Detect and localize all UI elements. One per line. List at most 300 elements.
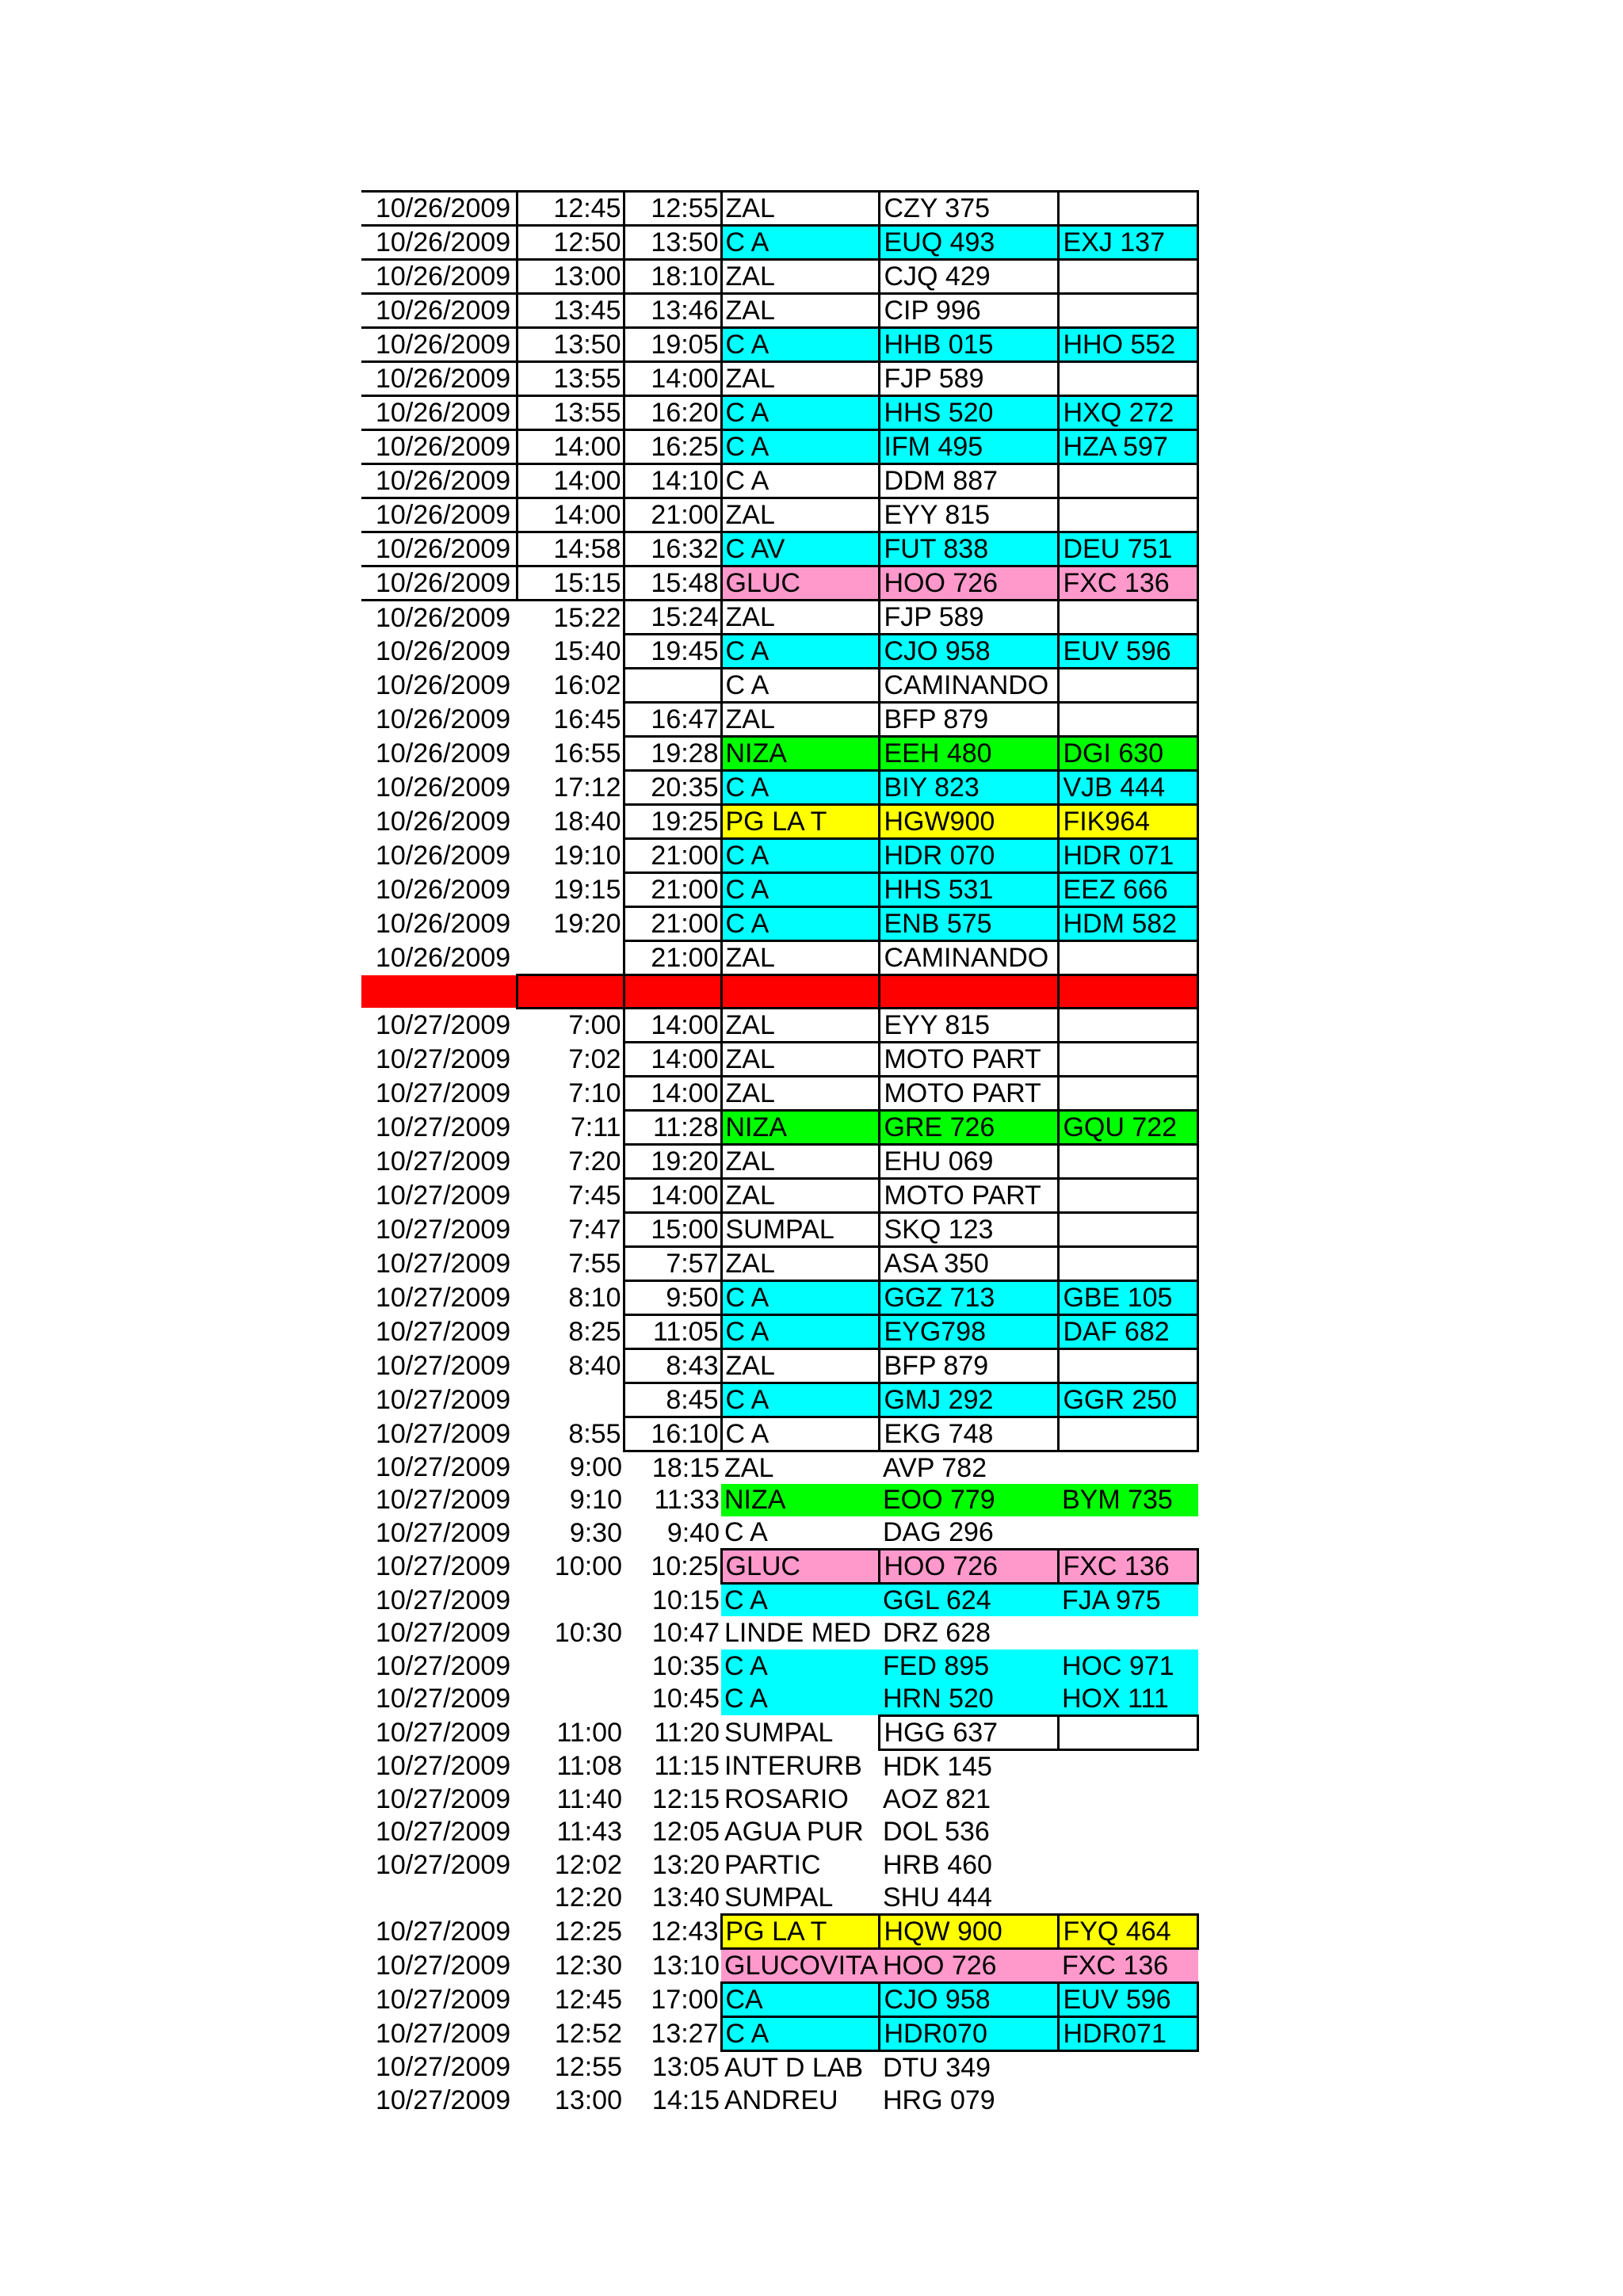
exit-time-cell: 21:00 (624, 873, 721, 907)
entry-time-cell: 8:25 (568, 1316, 621, 1347)
date-cell: 10/26/2009 (361, 260, 517, 294)
plate-cell: CZY 375 (880, 192, 1059, 226)
table-row (361, 260, 1198, 294)
date-cell: 10/27/2009 (376, 1751, 511, 1782)
entry-time-cell: 12:50 (517, 226, 624, 260)
table-row (361, 1749, 1198, 1783)
second-plate-cell: BYM 735 (1059, 1484, 1198, 1517)
second-plate-cell: FJA 975 (1059, 1584, 1198, 1617)
exit-time-cell: 11:28 (624, 1110, 721, 1144)
entry-time-cell: 12:30 (554, 1950, 622, 1981)
plate-cell: GRE 726 (880, 1110, 1059, 1144)
type-cell: C AV (721, 532, 880, 566)
second-plate-cell: HXQ 272 (1059, 396, 1198, 430)
exit-time-cell: 13:05 (651, 2052, 720, 2083)
plate-cell: DDM 887 (880, 464, 1059, 498)
plate-cell: SHU 444 (882, 1882, 992, 1913)
table-row (361, 192, 1198, 226)
exit-time-cell: 9:40 (666, 1518, 720, 1549)
second-plate-cell (1059, 2050, 1198, 2084)
entry-time-cell: 9:10 (569, 1485, 622, 1516)
type-cell: C A (721, 430, 880, 464)
type-cell: ZAL (721, 1178, 880, 1212)
table-row (361, 532, 1198, 566)
entry-time-cell: 16:45 (553, 704, 621, 734)
entry-time-cell: 7:00 (568, 1010, 621, 1041)
table-row (361, 737, 1198, 771)
exit-time-cell: 16:47 (624, 703, 721, 737)
exit-time-cell: 21:00 (624, 907, 721, 941)
table-row (361, 669, 1198, 703)
date-cell: 10/27/2009 (376, 1684, 511, 1714)
entry-time-cell: 8:10 (568, 1282, 621, 1313)
exit-time-cell: 13:20 (651, 1849, 720, 1880)
entry-time-cell: 10:30 (554, 1618, 622, 1649)
table-row (361, 1280, 1198, 1314)
entry-time-cell: 11:43 (556, 1817, 622, 1848)
table-row (361, 975, 1198, 1009)
type-cell: NIZA (721, 1110, 880, 1144)
date-cell: 10/26/2009 (361, 498, 517, 532)
vehicle-log-body (361, 192, 1198, 2117)
entry-time-cell (517, 1584, 624, 1617)
second-plate-cell: HDR071 (1059, 2016, 1198, 2050)
date-cell: 10/27/2009 (376, 1485, 511, 1516)
date-cell: 10/27/2009 (376, 1282, 511, 1313)
date-cell: 10/26/2009 (361, 430, 517, 464)
plate-cell: MOTO PART (880, 1178, 1059, 1212)
second-plate-cell (1059, 703, 1198, 737)
second-plate-cell (1059, 1348, 1198, 1383)
type-cell: ANDREU (724, 2084, 838, 2115)
table-row (361, 1584, 1198, 1617)
exit-time-cell: 13:46 (624, 294, 721, 328)
type-cell: C A (721, 635, 880, 669)
exit-time-cell: 13:50 (624, 226, 721, 260)
plate-cell: HOO 726 (880, 1948, 1059, 1982)
type-cell: C A (721, 771, 880, 805)
type-cell: ROSARIO (724, 1783, 849, 1814)
type-cell: C A (721, 1314, 880, 1348)
entry-time-cell: 15:22 (553, 602, 621, 633)
second-plate-cell: GGR 250 (1059, 1383, 1198, 1417)
exit-time-cell: 15:24 (624, 601, 721, 635)
table-row (361, 1178, 1198, 1212)
plate-cell: CJO 958 (880, 635, 1059, 669)
table-row (361, 1948, 1198, 1982)
date-cell: 10/26/2009 (361, 464, 517, 498)
table-row (361, 1246, 1198, 1280)
exit-time-cell: 12:43 (651, 1916, 719, 1947)
table-row (361, 2084, 1198, 2117)
date-cell: 10/27/2009 (376, 1916, 511, 1947)
date-cell: 10/26/2009 (361, 226, 517, 260)
entry-time-cell: 17:12 (553, 772, 621, 803)
table-row (361, 1144, 1198, 1178)
date-cell: 10/26/2009 (376, 670, 511, 700)
second-plate-cell (1059, 362, 1198, 396)
table-row (361, 1683, 1198, 1716)
type-cell: ZAL (721, 941, 880, 975)
entry-time-cell: 19:20 (553, 909, 621, 939)
plate-cell: ASA 350 (880, 1246, 1059, 1280)
entry-time-cell: 13:00 (517, 260, 624, 294)
plate-cell: HQW 900 (880, 1914, 1059, 1948)
date-cell: 10/27/2009 (376, 1518, 511, 1549)
type-cell: C A (724, 1517, 768, 1548)
exit-time-cell: 10:35 (651, 1650, 720, 1681)
second-plate-cell: EUV 596 (1059, 635, 1198, 669)
entry-time-cell: 7:02 (568, 1043, 621, 1074)
entry-time-cell: 13:55 (517, 396, 624, 430)
date-cell: 10/27/2009 (376, 1783, 511, 1814)
plate-cell: EOO 779 (880, 1484, 1059, 1517)
plate-cell: FJP 589 (880, 362, 1059, 396)
type-cell: ZAL (721, 1042, 880, 1076)
plate-cell: EYG798 (880, 1314, 1059, 1348)
exit-time-cell: 15:48 (624, 566, 721, 601)
date-cell: 10/27/2009 (376, 1214, 511, 1245)
second-plate-cell (1059, 1749, 1198, 1783)
entry-time-cell: 16:55 (553, 738, 621, 769)
entry-time-cell: 8:55 (568, 1418, 621, 1449)
exit-time-cell: 14:10 (624, 464, 721, 498)
type-cell: PG LA T (721, 805, 880, 839)
second-plate-cell: DGI 630 (1059, 737, 1198, 771)
type-cell: SUMPAL (724, 1717, 834, 1748)
second-plate-cell (1059, 294, 1198, 328)
date-cell: 10/26/2009 (376, 943, 511, 973)
entry-time-cell (517, 1650, 624, 1683)
table-row (361, 1110, 1198, 1144)
exit-time-cell: 14:00 (624, 1178, 721, 1212)
table-row (361, 601, 1198, 635)
date-cell: 10/26/2009 (376, 841, 511, 871)
table-row (361, 1484, 1198, 1517)
type-cell: AGUA PUR (724, 1817, 864, 1848)
exit-time-cell: 16:10 (624, 1417, 721, 1451)
type-cell: NIZA (721, 1484, 880, 1517)
exit-time-cell: 18:10 (624, 260, 721, 294)
exit-time-cell: 11:20 (654, 1717, 720, 1748)
exit-time-cell: 14:15 (651, 2084, 720, 2115)
type-cell (721, 975, 880, 1009)
date-cell: 10/27/2009 (376, 1043, 511, 1074)
exit-time-cell: 14:00 (624, 1008, 721, 1042)
plate-cell: DTU 349 (882, 2052, 991, 2083)
plate-cell: CJO 958 (880, 1982, 1059, 2016)
type-cell: C A (721, 907, 880, 941)
type-cell: PG LA T (721, 1914, 880, 1948)
table-row (361, 703, 1198, 737)
exit-time-cell: 21:00 (624, 941, 721, 975)
second-plate-cell (1059, 1178, 1198, 1212)
date-cell: 10/27/2009 (376, 1077, 511, 1108)
second-plate-cell (1059, 1516, 1198, 1550)
entry-time-cell: 13:00 (554, 2084, 622, 2115)
second-plate-cell: HOX 111 (1059, 1683, 1198, 1716)
table-row (361, 1076, 1198, 1110)
table-row (361, 635, 1198, 669)
plate-cell: HRN 520 (880, 1683, 1059, 1716)
entry-time-cell: 18:40 (553, 807, 621, 837)
table-row (361, 396, 1198, 430)
entry-time-cell: 11:00 (556, 1717, 622, 1748)
exit-time-cell: 10:45 (651, 1684, 720, 1714)
date-cell: 10/27/2009 (376, 1180, 511, 1211)
table-row (361, 1783, 1198, 1816)
table-row (361, 1451, 1198, 1484)
plate-cell: DAG 296 (882, 1517, 994, 1548)
entry-time-cell: 11:08 (556, 1751, 622, 1782)
exit-time-cell: 16:20 (624, 396, 721, 430)
date-cell: 10/26/2009 (376, 602, 511, 633)
exit-time-cell: 19:25 (624, 805, 721, 839)
plate-cell: FUT 838 (880, 532, 1059, 566)
second-plate-cell (1059, 260, 1198, 294)
plate-cell: CAMINANDO (880, 669, 1059, 703)
second-plate-cell (1059, 2084, 1198, 2117)
entry-time-cell: 12:20 (554, 1882, 622, 1913)
type-cell: ZAL (721, 1348, 880, 1383)
exit-time-cell: 14:00 (624, 362, 721, 396)
date-cell: 10/26/2009 (361, 294, 517, 328)
second-plate-cell (1059, 464, 1198, 498)
entry-time-cell: 8:40 (568, 1350, 621, 1381)
type-cell: ZAL (721, 192, 880, 226)
entry-time-cell: 19:10 (553, 841, 621, 871)
entry-time-cell: 12:55 (554, 2052, 622, 2083)
second-plate-cell (1059, 1616, 1198, 1650)
plate-cell: HDR070 (880, 2016, 1059, 2050)
exit-time-cell (624, 669, 721, 703)
table-row (361, 771, 1198, 805)
entry-time-cell: 14:00 (517, 430, 624, 464)
table-row (361, 430, 1198, 464)
second-plate-cell (1059, 1008, 1198, 1042)
type-cell: GLUC (721, 566, 880, 601)
second-plate-cell: HHO 552 (1059, 328, 1198, 362)
plate-cell: HOO 726 (880, 566, 1059, 601)
plate-cell: MOTO PART (880, 1076, 1059, 1110)
date-cell: 10/27/2009 (376, 1316, 511, 1347)
type-cell: ZAL (721, 601, 880, 635)
type-cell: C A (721, 2016, 880, 2050)
type-cell: C A (721, 669, 880, 703)
second-plate-cell (1059, 1246, 1198, 1280)
table-row (361, 839, 1198, 873)
date-cell: 10/26/2009 (376, 738, 511, 769)
plate-cell: HHS 520 (880, 396, 1059, 430)
type-cell: C A (721, 1683, 880, 1716)
type-cell: ZAL (721, 1008, 880, 1042)
exit-time-cell: 7:57 (624, 1246, 721, 1280)
date-cell: 10/27/2009 (376, 1849, 511, 1880)
entry-time-cell: 15:40 (553, 636, 621, 666)
plate-cell: HDR 070 (880, 839, 1059, 873)
date-cell: 10/26/2009 (361, 532, 517, 566)
second-plate-cell: EEZ 666 (1059, 873, 1198, 907)
entry-time-cell: 12:45 (517, 192, 624, 226)
entry-time-cell (517, 1383, 624, 1417)
second-plate-cell (1059, 1417, 1198, 1451)
plate-cell: CIP 996 (880, 294, 1059, 328)
type-cell: CA (721, 1982, 880, 2016)
second-plate-cell: GQU 722 (1059, 1110, 1198, 1144)
exit-time-cell: 8:43 (624, 1348, 721, 1383)
table-row (361, 1815, 1198, 1848)
second-plate-cell: FXC 136 (1059, 1948, 1198, 1982)
date-cell: 10/27/2009 (376, 1585, 511, 1615)
plate-cell: BFP 879 (880, 1348, 1059, 1383)
entry-time-cell: 15:15 (517, 566, 624, 601)
date-cell: 10/27/2009 (376, 1650, 511, 1681)
exit-time-cell: 10:47 (651, 1618, 720, 1649)
entry-time-cell: 12:02 (554, 1849, 622, 1880)
entry-time-cell: 9:00 (569, 1451, 622, 1482)
type-cell: C A (721, 464, 880, 498)
table-row (361, 1212, 1198, 1246)
date-cell: 10/26/2009 (376, 772, 511, 803)
type-cell: C A (721, 1650, 880, 1683)
date-cell: 10/26/2009 (361, 566, 517, 601)
type-cell: SUMPAL (721, 1212, 880, 1246)
table-row (361, 1314, 1198, 1348)
exit-time-cell: 15:00 (624, 1212, 721, 1246)
type-cell: SUMPAL (724, 1882, 834, 1913)
entry-time-cell: 10:00 (554, 1551, 622, 1582)
plate-cell: EYY 815 (880, 498, 1059, 532)
entry-time-cell: 13:45 (517, 294, 624, 328)
second-plate-cell (1059, 601, 1198, 635)
exit-time-cell: 12:15 (651, 1783, 720, 1814)
date-cell: 10/27/2009 (376, 1817, 511, 1848)
date-cell: 10/27/2009 (376, 1009, 511, 1040)
entry-time-cell: 14:00 (517, 464, 624, 498)
type-cell: GLUCOVITA (721, 1948, 880, 1982)
date-cell: 10/26/2009 (361, 396, 517, 430)
plate-cell: HOO 726 (880, 1550, 1059, 1584)
table-row (361, 1383, 1198, 1417)
entry-time-cell: 12:45 (554, 1984, 622, 2015)
date-cell: 10/27/2009 (376, 1384, 511, 1415)
entry-time-cell: 7:11 (570, 1112, 621, 1142)
type-cell: C A (721, 226, 880, 260)
plate-cell: HRB 460 (882, 1849, 992, 1880)
entry-time-cell: 12:25 (554, 1916, 622, 1947)
date-cell: 10/26/2009 (361, 328, 517, 362)
type-cell: C A (721, 328, 880, 362)
exit-time-cell: 21:00 (624, 498, 721, 532)
date-cell: 10/26/2009 (376, 704, 511, 734)
plate-cell: HGW900 (880, 805, 1059, 839)
plate-cell: BIY 823 (880, 771, 1059, 805)
plate-cell: GMJ 292 (880, 1383, 1059, 1417)
plate-cell: EYY 815 (880, 1008, 1059, 1042)
entry-time-cell: 14:00 (517, 498, 624, 532)
second-plate-cell (1059, 1815, 1198, 1848)
plate-cell: HGG 637 (880, 1715, 1059, 1749)
exit-time-cell: 13:27 (651, 2018, 719, 2049)
plate-cell (880, 975, 1059, 1009)
second-plate-cell (1059, 1715, 1198, 1749)
plate-cell: EKG 748 (880, 1417, 1059, 1451)
plate-cell: FED 895 (880, 1650, 1059, 1683)
second-plate-cell (1059, 975, 1198, 1009)
table-row (361, 2016, 1198, 2050)
table-row (361, 1550, 1198, 1584)
second-plate-cell (1059, 1451, 1198, 1484)
type-cell: C A (721, 839, 880, 873)
vehicle-log-table (361, 190, 1199, 2116)
date-cell: 10/27/2009 (376, 2052, 511, 2083)
table-row (361, 1417, 1198, 1451)
type-cell: LINDE MED (724, 1618, 872, 1649)
type-cell: INTERURB (724, 1751, 862, 1782)
table-row (361, 1516, 1198, 1550)
second-plate-cell: EXJ 137 (1059, 226, 1198, 260)
exit-time-cell: 14:00 (624, 1076, 721, 1110)
exit-time-cell: 12:55 (624, 192, 721, 226)
date-cell (361, 1882, 517, 1915)
type-cell: ZAL (721, 1246, 880, 1280)
second-plate-cell (1059, 498, 1198, 532)
second-plate-cell: FXC 136 (1059, 566, 1198, 601)
entry-time-cell: 7:20 (568, 1146, 621, 1177)
table-row (361, 362, 1198, 396)
table-row (361, 464, 1198, 498)
date-cell: 10/26/2009 (376, 807, 511, 837)
plate-cell: DOL 536 (882, 1817, 990, 1848)
second-plate-cell: FXC 136 (1059, 1550, 1198, 1584)
date-cell: 10/27/2009 (376, 1618, 511, 1649)
second-plate-cell (1059, 941, 1198, 975)
exit-time-cell: 19:05 (624, 328, 721, 362)
exit-time-cell: 8:45 (624, 1383, 721, 1417)
exit-time-cell: 19:28 (624, 737, 721, 771)
entry-time-cell: 19:15 (553, 875, 621, 905)
date-cell: 10/27/2009 (376, 1146, 511, 1177)
second-plate-cell (1059, 1144, 1198, 1178)
table-row (361, 1982, 1198, 2016)
date-cell: 10/27/2009 (376, 1418, 511, 1449)
date-cell: 10/27/2009 (376, 1551, 511, 1582)
date-cell: 10/27/2009 (376, 2018, 511, 2049)
table-row (361, 907, 1198, 941)
plate-cell: EEH 480 (880, 737, 1059, 771)
plate-cell: AVP 782 (882, 1452, 987, 1483)
exit-time-cell: 13:10 (651, 1950, 720, 1981)
second-plate-cell: HOC 971 (1059, 1650, 1198, 1683)
second-plate-cell: DAF 682 (1059, 1314, 1198, 1348)
second-plate-cell: VJB 444 (1059, 771, 1198, 805)
plate-cell: HHS 531 (880, 873, 1059, 907)
plate-cell: HRG 079 (882, 2084, 995, 2115)
entry-time-cell: 12:52 (554, 2018, 622, 2049)
type-cell: AUT D LAB (724, 2052, 864, 2083)
second-plate-cell: DEU 751 (1059, 532, 1198, 566)
second-plate-cell: HDR 071 (1059, 839, 1198, 873)
plate-cell: GGZ 713 (880, 1280, 1059, 1314)
plate-cell: CAMINANDO (880, 941, 1059, 975)
plate-cell: FJP 589 (880, 601, 1059, 635)
table-row (361, 1882, 1198, 1915)
plate-cell: SKQ 123 (880, 1212, 1059, 1246)
type-cell: C A (721, 1383, 880, 1417)
exit-time-cell: 14:00 (624, 1042, 721, 1076)
second-plate-cell (1059, 192, 1198, 226)
second-plate-cell: EUV 596 (1059, 1982, 1198, 2016)
